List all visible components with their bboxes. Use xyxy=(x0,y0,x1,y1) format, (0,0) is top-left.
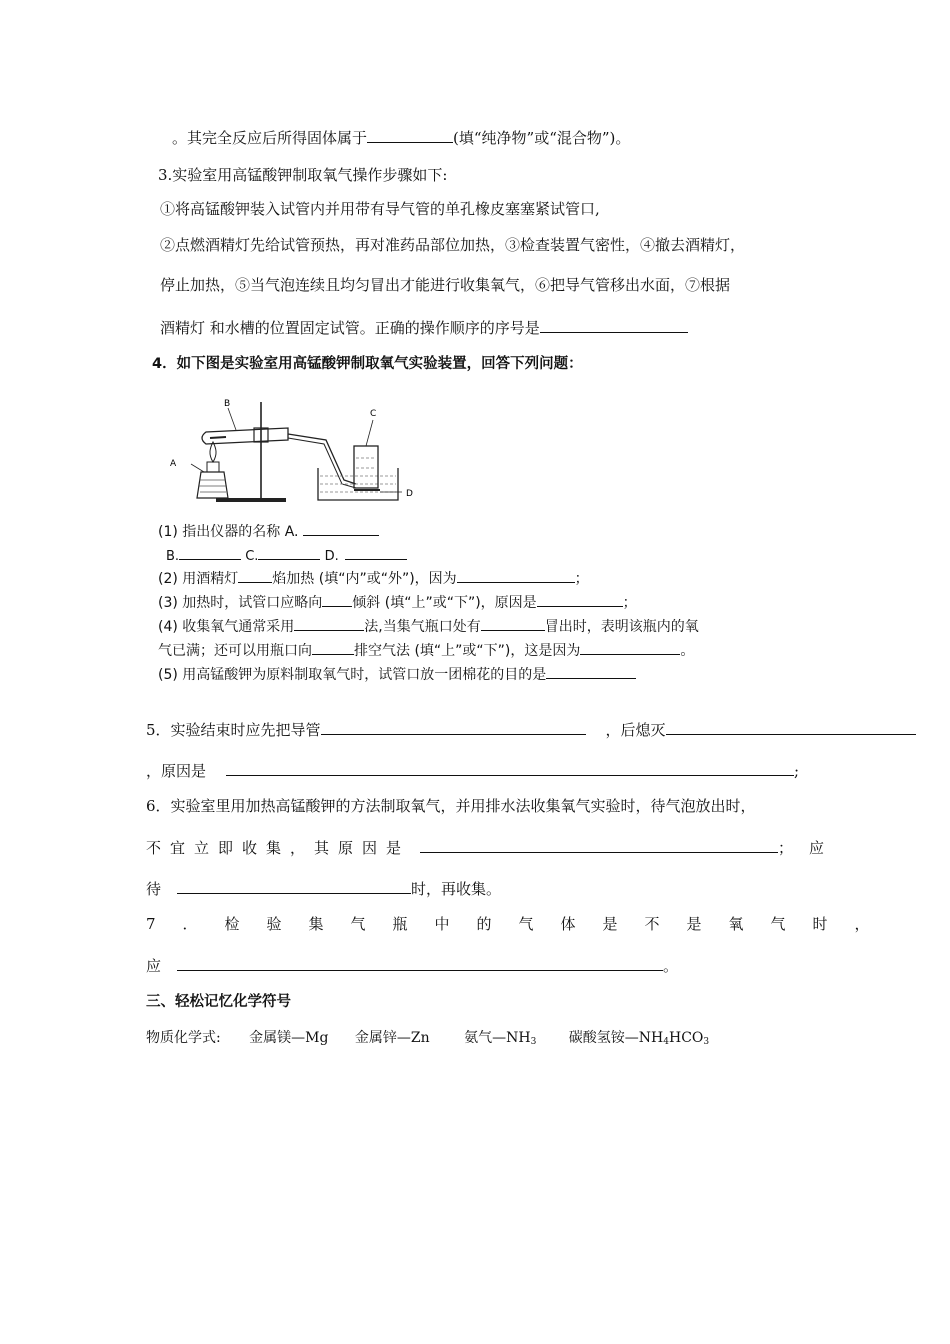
q3-line3: 停止加热，⑤当气泡连续且均匀冒出才能进行收集氧气，⑥把导气管移出水面，⑦根据 xyxy=(160,276,731,294)
q4-p3b: 倾斜 (填“上”或“下”)，原因是 xyxy=(352,595,537,611)
delivery-tube xyxy=(288,434,356,484)
q4-p1b-row xyxy=(166,545,407,567)
formula-label: 物质化学式: xyxy=(146,1030,221,1046)
q2-tail-line xyxy=(172,128,630,148)
q3-line1: ①将高锰酸钾装入试管内并用带有导气管的单孔橡皮塞塞紧试管口, xyxy=(160,200,600,218)
q4-p2b: 焰加热 (填“内”或“外”)，因为 xyxy=(272,571,457,587)
apparatus-diagram xyxy=(166,398,416,513)
section3-title: 三、轻松记忆化学符号 xyxy=(146,994,291,1010)
q4-p1b-c: C. xyxy=(245,549,259,564)
q4-p4f: 。 xyxy=(680,643,695,659)
q7-l2a: 应 xyxy=(146,957,162,975)
q6-blank-reason[interactable] xyxy=(420,838,778,853)
q4-blank-method[interactable] xyxy=(294,616,364,631)
q6-line1: 6．实验室里用加热高锰酸钾的方法制取氧气，并用排水法收集氧气实验时，待气泡放出时， xyxy=(146,797,756,815)
q5-b: ，后熄灭 xyxy=(605,721,666,739)
q6-l2b: ；应 xyxy=(778,839,841,857)
formula-zn: 金属锌—Zn xyxy=(354,1030,430,1046)
section3-row xyxy=(146,1028,709,1052)
q4-blank-b[interactable] xyxy=(179,545,241,560)
q3-title: 3.实验室用高锰酸钾制取氧气操作步骤如下: xyxy=(158,166,448,184)
q5-row2 xyxy=(146,761,799,781)
q4-p4e: 排空气法 (填“上”或“下”)，这是因为 xyxy=(354,643,581,659)
q5-blank-reason[interactable] xyxy=(226,761,794,776)
q4-p5-row xyxy=(158,664,636,685)
q4-p5a: (5) 用高锰酸钾为原料制取氧气时，试管口放一团棉花的目的是 xyxy=(158,667,547,683)
q4-p4d: 气已满；还可以用瓶口向 xyxy=(158,643,312,659)
q4-title: 4．如下图是实验室用高锰酸钾制取氧气实验装置，回答下列问题： xyxy=(152,356,583,372)
q6-row3 xyxy=(146,879,501,899)
formula-mg: 金属镁—Mg xyxy=(249,1030,329,1046)
q6-l2a: 不宜立即收集，其原因是 xyxy=(146,839,411,857)
q4-blank-flame[interactable] xyxy=(238,568,272,583)
q3-line4-row xyxy=(160,318,688,338)
q4-p2a: (2) 用酒精灯 xyxy=(158,571,239,587)
q7-l2b: 。 xyxy=(663,957,679,975)
q2-tail-pre: 。其完全反应后所得固体属于 xyxy=(172,129,368,147)
q7-line1: 7．检验集气瓶中的气体是不是氧气时， xyxy=(146,915,897,933)
q4-blank-tilt[interactable] xyxy=(322,592,352,607)
q6-l3b: 时，再收集。 xyxy=(411,880,502,898)
q5-blank-lamp[interactable] xyxy=(666,720,916,735)
q4-p3c: ； xyxy=(622,595,637,611)
q4-p2c: ； xyxy=(574,571,589,587)
q5-blank-tube[interactable] xyxy=(321,720,586,735)
q4-blank-reason[interactable] xyxy=(457,568,575,583)
gas-jar xyxy=(354,446,378,488)
q4-p1b-b: B. xyxy=(166,549,180,564)
q5-c: ，原因是 xyxy=(146,762,207,780)
q4-p4-row2 xyxy=(158,640,694,661)
q6-row2 xyxy=(146,838,840,858)
q4-p1a: (1) 指出仪器的名称 A. xyxy=(158,524,299,540)
q4-p4b: 法,当集气瓶口处有 xyxy=(364,619,481,635)
formula-nh3: 氨气$—NH_3$ xyxy=(464,1030,537,1047)
q4-blank-c[interactable] xyxy=(258,545,320,560)
q4-p3a: (3) 加热时，试管口应略向 xyxy=(158,595,323,611)
test-tube xyxy=(202,428,288,444)
q2-blank[interactable] xyxy=(367,128,453,143)
q4-blank-because[interactable] xyxy=(580,640,680,655)
q4-p1-row xyxy=(158,521,379,542)
q4-p4-row1 xyxy=(158,616,699,637)
q4-p3-row xyxy=(158,592,637,613)
q6-blank-wait[interactable] xyxy=(177,879,411,894)
q5-d: ; xyxy=(794,762,800,780)
q4-blank-bubbles[interactable] xyxy=(481,616,545,631)
q4-blank-cotton[interactable] xyxy=(546,664,636,679)
formula-nh4hco3: 碳酸氢铵$—NH_4HCO_3$ xyxy=(568,1030,710,1047)
q4-blank-tilt-reason[interactable] xyxy=(537,592,623,607)
q6-l3a: 待 xyxy=(146,880,162,898)
alcohol-lamp xyxy=(197,472,228,498)
q3-line2: ②点燃酒精灯先给试管预热，再对准药品部位加热，③检查装置气密性，④撤去酒精灯， xyxy=(160,236,746,254)
q2-tail-post: (填“纯净物”或“混合物”)。 xyxy=(453,129,631,147)
q4-blank-a[interactable] xyxy=(303,521,379,536)
q3-line4: 酒精灯 和水槽的位置固定试管。正确的操作顺序的序号是 xyxy=(160,319,540,337)
q5-row1 xyxy=(146,720,916,740)
q7-row2 xyxy=(146,956,678,976)
label-a: A xyxy=(170,459,177,469)
stand-base xyxy=(216,498,286,502)
q4-blank-d[interactable] xyxy=(345,545,407,560)
q3-answer-blank[interactable] xyxy=(540,318,688,333)
q4-blank-direction[interactable] xyxy=(312,640,354,655)
label-d: D xyxy=(406,489,413,499)
q5-a: 5．实验结束时应先把导管 xyxy=(146,721,321,739)
label-c: C xyxy=(370,409,377,419)
q7-blank-method[interactable] xyxy=(177,956,663,971)
label-b: B xyxy=(224,399,231,409)
q4-p1b-d: D. xyxy=(324,549,339,564)
q4-p2-row xyxy=(158,568,589,589)
q4-p4c: 冒出时，表明该瓶内的氧 xyxy=(544,619,699,635)
q4-p4a: (4) 收集氧气通常采用 xyxy=(158,619,295,635)
